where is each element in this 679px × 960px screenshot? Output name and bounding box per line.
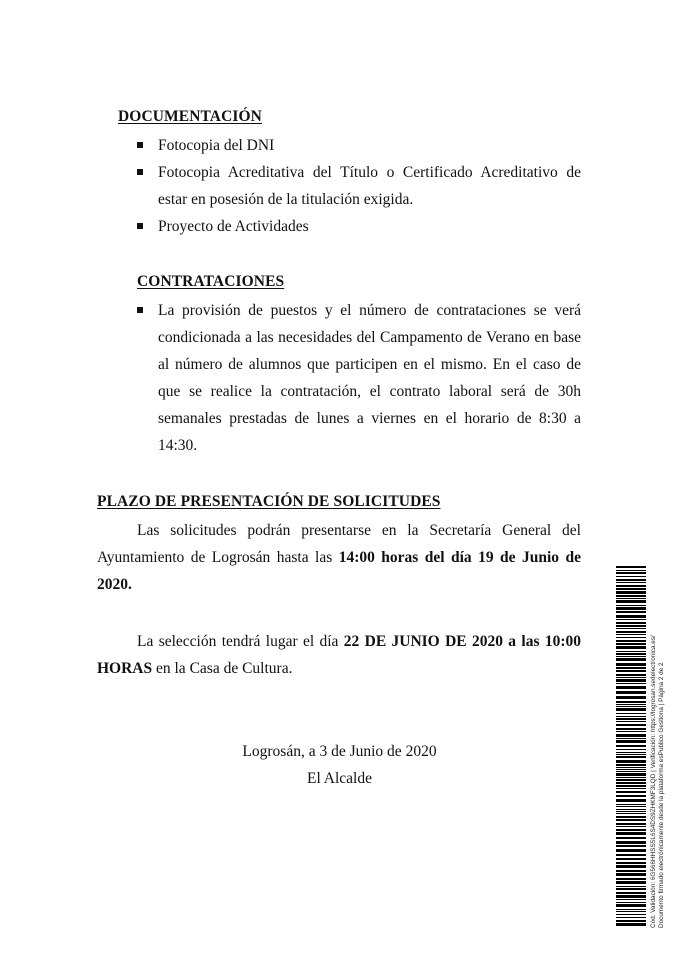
list-item: [137, 297, 581, 459]
barcode-bar: [616, 607, 646, 610]
barcode-bar: [616, 779, 646, 781]
barcode-bar: [616, 920, 646, 922]
seleccion-date: 22 DE JUNIO DE 2020 a las 10:00 HORAS: [97, 633, 581, 677]
barcode-bar: [616, 886, 646, 887]
barcode-bar: [616, 738, 646, 739]
barcode-bar: [616, 849, 646, 852]
barcode-bar: [616, 832, 646, 835]
barcode-bar: [616, 576, 646, 577]
barcode-bar: [616, 670, 646, 672]
square-bullet-icon: [137, 307, 143, 313]
barcode-bar: [616, 572, 646, 574]
barcode-bar: [616, 691, 646, 694]
barcode-bar: [616, 914, 646, 915]
barcode-bar: [616, 651, 646, 652]
list-item-text: Fotocopia del DNI: [158, 137, 275, 154]
barcode-bar: [616, 909, 646, 910]
barcode-bar: [616, 795, 646, 797]
barcode-bar: [616, 591, 646, 594]
barcode-bar: [616, 686, 646, 689]
plazo-deadline: 14:00 horas del día 19 de Junio de 2020.: [97, 549, 581, 593]
barcode-bar: [616, 799, 646, 802]
barcode-bar: [616, 566, 646, 568]
list-item-text: Proyecto de Actividades: [158, 218, 309, 235]
barcode-bar: [616, 819, 646, 821]
barcode-bar: [616, 625, 646, 627]
barcode-bar: [616, 899, 646, 900]
barcode-bar: [616, 588, 646, 590]
barcode-bar: [616, 917, 646, 918]
list-item-text: La provisión de puestos y el número de contrataciones se verá condicionada a las necesidades del Campamento de Verano en base al número de alumnos que participen en el mismo. En el caso de que se realice la contratación, el contrato laboral será de 30h semanales prestadas de lunes a viernes en el horario de 8:30 a 14:30.: [158, 302, 581, 454]
square-bullet-icon: [137, 223, 143, 229]
list-item: [137, 213, 581, 240]
validation-line-1: Cód. Validación: 6G566HHSS5L6S4DS9ZHKMF3LQD | Verificación: https://logrosan.sedelectronica.es/: [650, 635, 657, 928]
barcode-bar: [616, 619, 646, 620]
barcode-bar: [616, 760, 646, 763]
barcode-icon: [616, 566, 646, 928]
barcode-bar: [616, 811, 646, 812]
barcode-bar: [616, 878, 646, 880]
barcode-bar: [616, 826, 646, 827]
plazo-heading: PLAZO DE PRESENTACIÓN DE SOLICITUDES: [97, 493, 441, 510]
barcode-bar: [616, 724, 646, 726]
barcode-bar: [616, 637, 646, 638]
barcode-bar: [616, 740, 646, 743]
barcode-bar: [616, 701, 646, 703]
barcode-bar: [616, 791, 646, 793]
barcode-bar: [616, 829, 646, 831]
barcode-bar: [616, 679, 646, 682]
barcode-bar: [616, 713, 646, 714]
barcode-bar: [616, 718, 646, 720]
plazo-paragraph-text: Las solicitudes podrán presentarse en la Secretaría General del Ayuntamiento de Logrosán hasta las: [97, 522, 581, 566]
place-date: Logrosán, a 3 de Junio de 2020: [242, 743, 437, 760]
barcode-bar: [616, 622, 646, 624]
barcode-bar: [616, 605, 646, 606]
barcode-bar: [616, 777, 646, 778]
barcode-bar: [616, 923, 646, 926]
barcode-bar: [616, 902, 646, 903]
barcode-bar: [616, 873, 646, 876]
barcode-bar: [616, 752, 646, 753]
barcode-bar: [616, 640, 646, 642]
barcode-bar: [616, 823, 646, 825]
barcode-bar: [616, 598, 646, 599]
validation-line-2: Documento firmado electrónicamente desde la plataforma esPublico Gestiona | Página 2 de 2: [658, 662, 665, 928]
barcode-bar: [616, 611, 646, 613]
signature-role: El Alcalde: [307, 770, 372, 787]
barcode-bar: [616, 865, 646, 868]
barcode-bar: [616, 767, 646, 768]
barcode-bar: [616, 892, 646, 894]
barcode-bar: [616, 862, 646, 864]
barcode-bar: [616, 582, 646, 583]
seleccion-paragraph-text: La selección tendrá lugar el día: [137, 633, 344, 650]
barcode-bar: [616, 708, 646, 711]
barcode-bar: [616, 895, 646, 898]
barcode-bar: [616, 600, 646, 603]
seleccion-paragraph: [97, 628, 581, 682]
barcode-bar: [616, 816, 646, 818]
barcode-bar: [616, 782, 646, 784]
barcode-bar: [616, 728, 646, 730]
barcode-bar: [616, 841, 646, 844]
barcode-bar: [616, 658, 646, 661]
barcode-bar: [616, 764, 646, 766]
barcode-bar: [616, 706, 646, 707]
contrataciones-heading: CONTRATACIONES: [137, 273, 285, 290]
barcode-bar: [616, 731, 646, 732]
square-bullet-icon: [137, 169, 143, 175]
barcode-bar: [616, 643, 646, 645]
barcode-bar: [616, 769, 646, 770]
barcode-bar: [616, 837, 646, 839]
barcode-bar: [616, 585, 646, 587]
barcode-bar: [616, 858, 646, 860]
barcode-bar: [616, 911, 646, 912]
barcode-bar: [616, 595, 646, 597]
barcode-bar: [616, 771, 646, 772]
barcode-bar: [616, 854, 646, 856]
barcode-bar: [616, 888, 646, 890]
barcode-bar: [616, 845, 646, 847]
validation-strip: [616, 566, 679, 928]
barcode-bar: [616, 809, 646, 810]
barcode-bar: [616, 773, 646, 776]
barcode-bar: [616, 813, 646, 814]
barcode-bar: [616, 663, 646, 666]
square-bullet-icon: [137, 142, 143, 148]
barcode-bar: [616, 615, 646, 618]
documentacion-heading: DOCUMENTACIÓN: [118, 108, 262, 125]
barcode-bar: [616, 745, 646, 747]
validation-text: [650, 566, 678, 928]
barcode-bar: [616, 674, 646, 676]
list-item: [137, 132, 581, 159]
barcode-bar: [616, 704, 646, 705]
list-item: [137, 159, 581, 213]
barcode-bar: [616, 667, 646, 669]
barcode-bar: [616, 754, 646, 755]
barcode-bar: [616, 806, 646, 807]
barcode-bar: [616, 788, 646, 789]
barcode-bar: [616, 870, 646, 872]
barcode-bar: [616, 579, 646, 581]
barcode-bar: [616, 656, 646, 657]
barcode-bar: [616, 570, 646, 571]
barcode-bar: [616, 716, 646, 717]
documentacion-list: [137, 132, 581, 240]
barcode-bar: [616, 749, 646, 750]
barcode-bar: [616, 785, 646, 787]
barcode-bar: [616, 721, 646, 722]
barcode-bar: [616, 881, 646, 884]
barcode-bar: [616, 804, 646, 805]
barcode-bar: [616, 646, 646, 649]
barcode-bar: [616, 696, 646, 699]
barcode-bar: [616, 631, 646, 633]
plazo-paragraph: [97, 517, 581, 598]
barcode-bar: [616, 653, 646, 655]
barcode-bar: [616, 628, 646, 629]
seleccion-paragraph-tail: en la Casa de Cultura.: [152, 660, 293, 677]
list-item-text: Fotocopia Acreditativa del Título o Certificado Acreditativo de estar en posesión de la titulación exigida.: [158, 164, 581, 208]
barcode-bar: [616, 756, 646, 758]
barcode-bar: [616, 634, 646, 635]
barcode-bar: [616, 734, 646, 737]
barcode-bar: [616, 683, 646, 684]
barcode-bar: [616, 677, 646, 678]
barcode-bar: [616, 904, 646, 907]
contrataciones-list: [137, 297, 581, 459]
